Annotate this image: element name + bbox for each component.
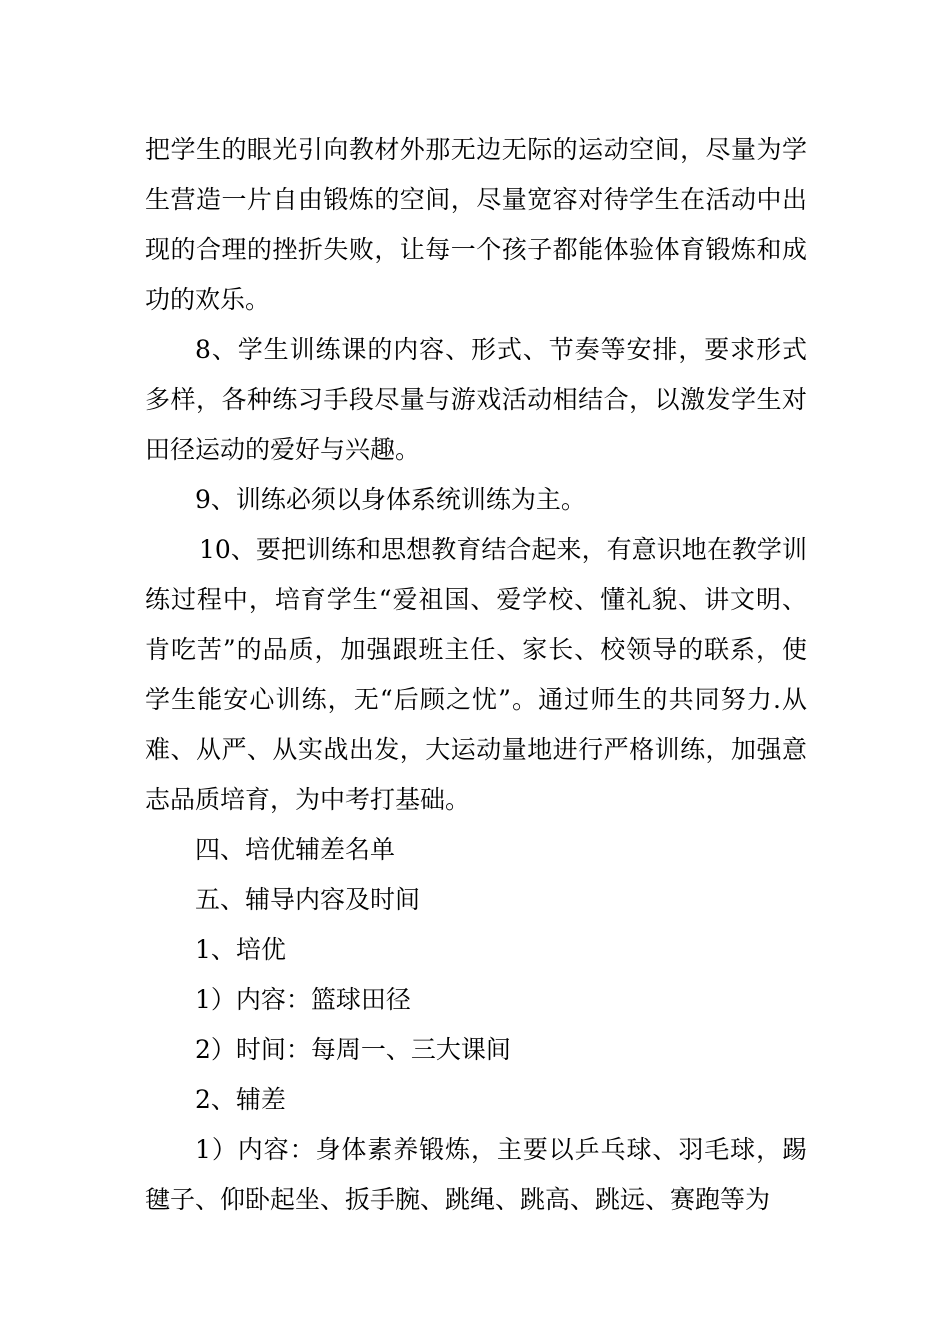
list-item-time: 2）时间：每周一、三大课间 — [195, 1035, 511, 1064]
paragraph-continuation: 把学生的眼光引向教材外那无边无际的运动空间，尽量为学生营造一片自由锻炼的空间，尽量宽容对待学生在活动中出现的合理的挫折失败，让每一个孩子都能体验体育锻炼和成功的欢乐。 — [145, 135, 807, 314]
list-item-content-2: 1）内容：身体素养锻炼，主要以乒乓球、羽毛球，踢毽子、仰卧起坐、扳手腕、跳绳、跳高、跳远、赛跑等为 — [145, 1135, 807, 1214]
list-item-content: 1）内容：篮球田径 — [195, 985, 411, 1014]
section-heading-4: 四、培优辅差名单 — [195, 835, 396, 864]
section-heading-5: 五、辅导内容及时间 — [195, 885, 421, 914]
document-body — [145, 125, 807, 1225]
paragraph-item-10: 10、要把训练和思想教育结合起来，有意识地在教学训练过程中，培育学生“爱祖国、爱学校、懂礼貌、讲文明、肯吃苦”的品质，加强跟班主任、家长、校领导的联系，使学生能安心训练，无“后顾之忧”。通过师生的共同努力.从难、从严、从实战出发，大运动量地进行严格训练，加强意志品质培育，为中考打基础。 — [145, 535, 807, 814]
subheading-2: 2、辅差 — [195, 1085, 286, 1114]
paragraph-item-8: 8、学生训练课的内容、形式、节奏等安排，要求形式多样，各种练习手段尽量与游戏活动相结合，以激发学生对田径运动的爱好与兴趣。 — [145, 335, 807, 464]
subheading-1: 1、培优 — [195, 935, 286, 964]
paragraph-item-9: 9、训练必须以身体系统训练为主。 — [195, 485, 586, 514]
